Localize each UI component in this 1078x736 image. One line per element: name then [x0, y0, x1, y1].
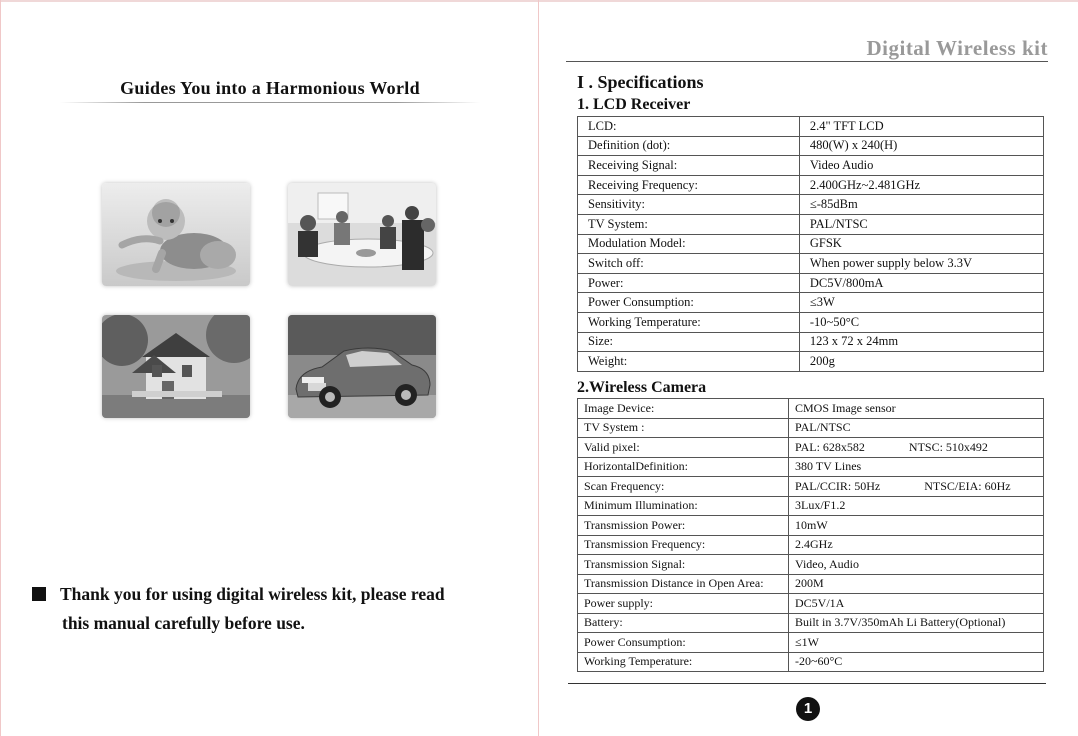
- spec-value: When power supply below 3.3V: [799, 254, 1043, 274]
- spec-label: Power supply:: [578, 594, 789, 614]
- spec-value: -10~50°C: [799, 312, 1043, 332]
- spec-row: [578, 555, 1044, 575]
- baby-photo: [102, 183, 250, 286]
- page-top-edge: [0, 0, 1078, 2]
- spec-row: [578, 652, 1044, 672]
- spec-label: Power Consumption:: [578, 633, 789, 653]
- spec-row: [578, 399, 1044, 419]
- spec-value: 3Lux/F1.2: [789, 496, 1044, 516]
- spec-value: ≤-85dBm: [799, 195, 1043, 215]
- spec-row: [578, 214, 1044, 234]
- spec-value: DC5V/1A: [789, 594, 1044, 614]
- spec-label: LCD:: [578, 117, 800, 137]
- spec-row: [578, 418, 1044, 438]
- spec-label: Transmission Power:: [578, 516, 789, 536]
- header-rule: [566, 61, 1048, 62]
- spec-value: 10mW: [789, 516, 1044, 536]
- left-page-edge: [0, 0, 1, 736]
- lcd-receiver-heading: 1. LCD Receiver: [577, 96, 691, 113]
- house-photo: [102, 315, 250, 418]
- spec-value: ≤3W: [799, 293, 1043, 313]
- thanks-message: [32, 580, 512, 638]
- spec-value: [789, 477, 1044, 497]
- spec-row: [578, 273, 1044, 293]
- spec-row: [578, 535, 1044, 555]
- spec-value-pal: PAL/CCIR: 50Hz: [795, 478, 881, 493]
- spec-value: PAL/NTSC: [789, 418, 1044, 438]
- spec-row: [578, 574, 1044, 594]
- left-page-title: Guides You into a Harmonious World: [120, 78, 420, 98]
- spec-value: Built in 3.7V/350mAh Li Battery(Optional): [789, 613, 1044, 633]
- spec-row: [578, 175, 1044, 195]
- spec-value-ntsc: NTSC/EIA: 60Hz: [924, 478, 1011, 493]
- spec-label: Power Consumption:: [578, 293, 800, 313]
- spec-label: Weight:: [578, 352, 800, 372]
- spec-label: TV System:: [578, 214, 800, 234]
- spec-value: 480(W) x 240(H): [799, 136, 1043, 156]
- spec-row: [578, 156, 1044, 176]
- spec-value: DC5V/800mA: [799, 273, 1043, 293]
- title-underline: [60, 102, 480, 103]
- spec-value: 2.4" TFT LCD: [799, 117, 1043, 137]
- spec-row: [578, 496, 1044, 516]
- spec-label: Sensitivity:: [578, 195, 800, 215]
- spec-value: 123 x 72 x 24mm: [799, 332, 1043, 352]
- spec-row: [578, 477, 1044, 497]
- spec-row: [578, 633, 1044, 653]
- spec-value: 200M: [789, 574, 1044, 594]
- spec-label: Transmission Frequency:: [578, 535, 789, 555]
- brand-header: Digital Wireless kit: [866, 36, 1048, 60]
- spec-row: [578, 117, 1044, 137]
- page-number: 1: [796, 697, 820, 721]
- spec-row: [578, 195, 1044, 215]
- spec-label: Switch off:: [578, 254, 800, 274]
- spec-label: Definition (dot):: [578, 136, 800, 156]
- spec-row: [578, 613, 1044, 633]
- spec-value: Video Audio: [799, 156, 1043, 176]
- thanks-line-2: this manual carefully before use.: [62, 613, 305, 633]
- square-bullet-icon: [32, 587, 46, 601]
- meeting-photo: [288, 183, 436, 286]
- spec-value: -20~60°C: [789, 652, 1044, 672]
- spec-row: [578, 352, 1044, 372]
- spec-row: [578, 254, 1044, 274]
- spec-label: HorizontalDefinition:: [578, 457, 789, 477]
- spec-label: Working Temperature:: [578, 312, 800, 332]
- spec-label: Working Temperature:: [578, 652, 789, 672]
- spec-label: Power:: [578, 273, 800, 293]
- spec-label: Scan Frequency:: [578, 477, 789, 497]
- spec-row: [578, 457, 1044, 477]
- spec-value: 2.4GHz: [789, 535, 1044, 555]
- spec-value-ntsc: NTSC: 510x492: [908, 439, 988, 454]
- spec-row: [578, 594, 1044, 614]
- spec-value: [789, 438, 1044, 458]
- spec-value: 200g: [799, 352, 1043, 372]
- spec-row: [578, 516, 1044, 536]
- camera-spec-table: [577, 398, 1044, 672]
- spec-label: Image Device:: [578, 399, 789, 419]
- spec-label: Receiving Signal:: [578, 156, 800, 176]
- spec-label: Size:: [578, 332, 800, 352]
- thanks-line-1: Thank you for using digital wireless kit, please read: [60, 584, 445, 604]
- wireless-camera-heading: 2.Wireless Camera: [577, 379, 707, 396]
- spec-row: [578, 312, 1044, 332]
- spec-value: CMOS Image sensor: [789, 399, 1044, 419]
- spec-value: PAL/NTSC: [799, 214, 1043, 234]
- footer-rule: [568, 683, 1046, 684]
- spec-value: Video, Audio: [789, 555, 1044, 575]
- spec-row: [578, 293, 1044, 313]
- spec-label: TV System :: [578, 418, 789, 438]
- page-divider: [538, 0, 539, 736]
- spec-label: Transmission Signal:: [578, 555, 789, 575]
- spec-value: ≤1W: [789, 633, 1044, 653]
- spec-label: Minimum Illumination:: [578, 496, 789, 516]
- lcd-spec-table: [577, 116, 1044, 372]
- spec-label: Receiving Frequency:: [578, 175, 800, 195]
- spec-row: [578, 438, 1044, 458]
- spec-value: GFSK: [799, 234, 1043, 254]
- section-title: I . Specifications: [577, 72, 704, 92]
- spec-value: 2.400GHz~2.481GHz: [799, 175, 1043, 195]
- spec-value: 380 TV Lines: [789, 457, 1044, 477]
- spec-label: Valid pixel:: [578, 438, 789, 458]
- spec-row: [578, 234, 1044, 254]
- car-photo: [288, 315, 436, 418]
- spec-value-pal: PAL: 628x582: [795, 439, 865, 454]
- spec-row: [578, 136, 1044, 156]
- spec-label: Modulation Model:: [578, 234, 800, 254]
- spec-label: Battery:: [578, 613, 789, 633]
- spec-label: Transmission Distance in Open Area:: [578, 574, 789, 594]
- spec-row: [578, 332, 1044, 352]
